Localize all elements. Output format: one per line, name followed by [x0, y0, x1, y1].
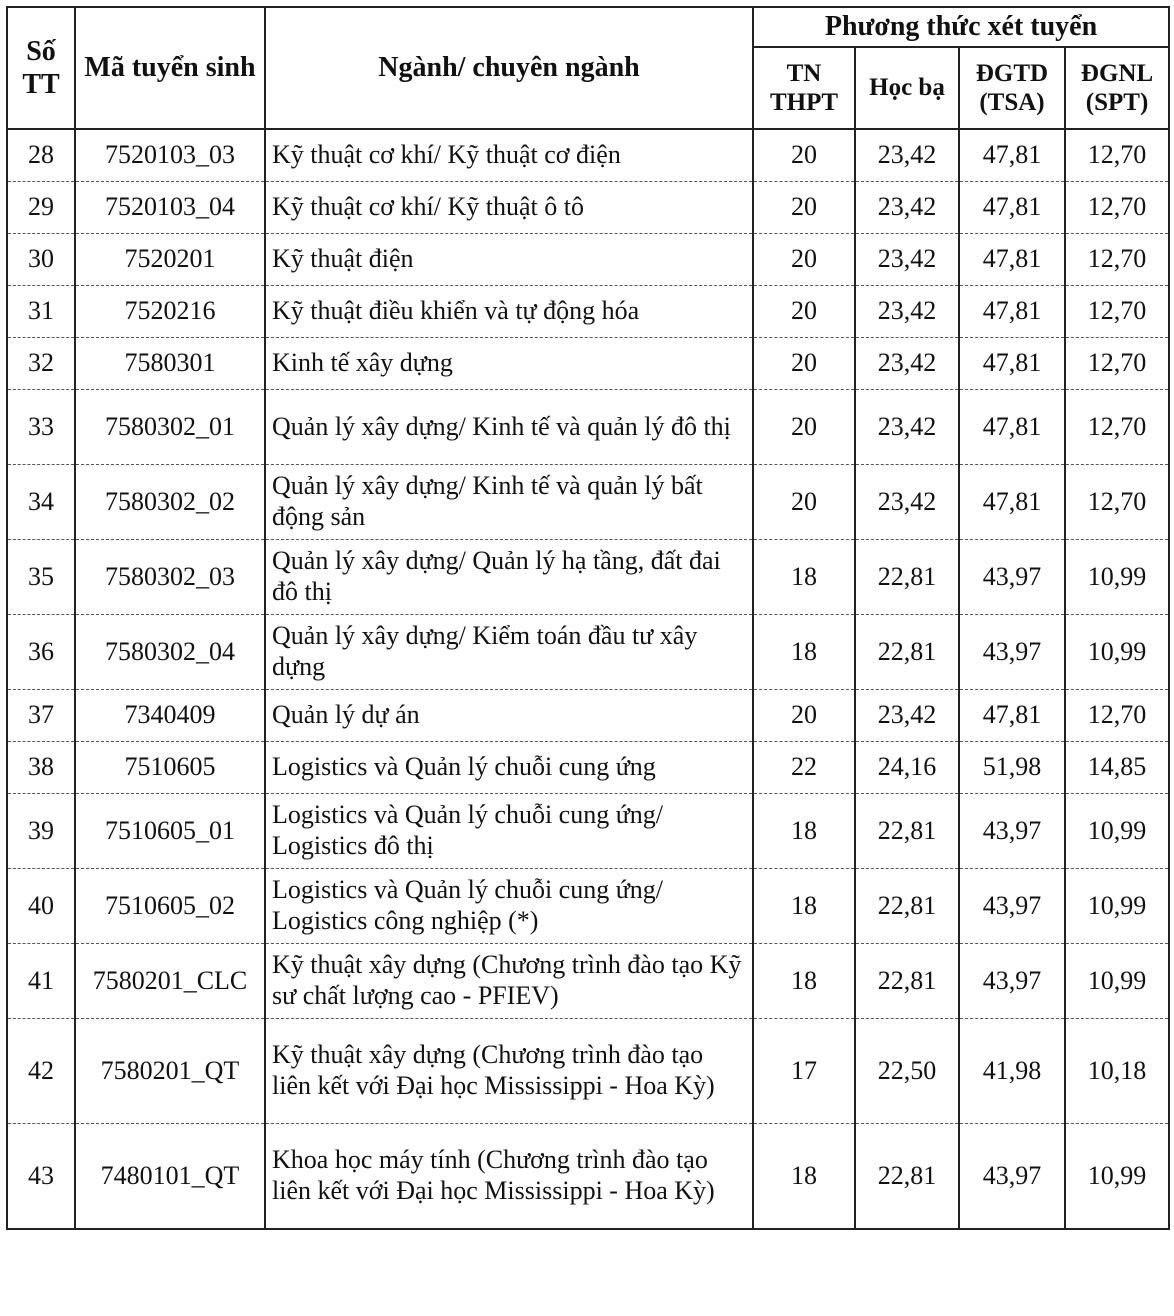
cell-code: 7580201_QT — [75, 1019, 265, 1124]
table-row — [7, 615, 1169, 690]
cell-tn-thpt: 18 — [753, 540, 855, 615]
cell-stt: 34 — [7, 465, 75, 540]
header-method-hoc-ba: Học bạ — [855, 47, 959, 129]
cell-major: Kỹ thuật cơ khí/ Kỹ thuật cơ điện — [265, 129, 753, 182]
cell-major: Quản lý xây dựng/ Quản lý hạ tầng, đất đai đô thị — [265, 540, 753, 615]
cell-code: 7340409 — [75, 690, 265, 742]
cell-stt: 36 — [7, 615, 75, 690]
cell-hoc-ba: 22,81 — [855, 540, 959, 615]
cell-stt: 28 — [7, 129, 75, 182]
cell-tsa: 41,98 — [959, 1019, 1065, 1124]
cell-spt: 10,99 — [1065, 540, 1169, 615]
cell-tsa: 43,97 — [959, 540, 1065, 615]
cell-tn-thpt: 20 — [753, 690, 855, 742]
cell-stt: 35 — [7, 540, 75, 615]
cell-spt: 12,70 — [1065, 182, 1169, 234]
cell-tsa: 43,97 — [959, 794, 1065, 869]
cell-stt: 29 — [7, 182, 75, 234]
cell-tsa: 47,81 — [959, 390, 1065, 465]
cell-stt: 30 — [7, 234, 75, 286]
cell-major: Kinh tế xây dựng — [265, 338, 753, 390]
table-row — [7, 540, 1169, 615]
cell-spt: 12,70 — [1065, 338, 1169, 390]
cell-hoc-ba: 23,42 — [855, 286, 959, 338]
table-row — [7, 286, 1169, 338]
header-method-spt: ĐGNL (SPT) — [1065, 47, 1169, 129]
cell-tsa: 43,97 — [959, 1124, 1065, 1230]
cell-code: 7580302_03 — [75, 540, 265, 615]
cell-hoc-ba: 23,42 — [855, 182, 959, 234]
table-header — [7, 7, 1169, 129]
cell-spt: 10,18 — [1065, 1019, 1169, 1124]
cell-tn-thpt: 18 — [753, 794, 855, 869]
cell-tn-thpt: 20 — [753, 234, 855, 286]
cell-code: 7520216 — [75, 286, 265, 338]
cell-major: Kỹ thuật điện — [265, 234, 753, 286]
table-row — [7, 234, 1169, 286]
cell-hoc-ba: 22,50 — [855, 1019, 959, 1124]
table-row — [7, 338, 1169, 390]
cell-tsa: 47,81 — [959, 182, 1065, 234]
table-row — [7, 944, 1169, 1019]
cell-hoc-ba: 23,42 — [855, 338, 959, 390]
table-row — [7, 1124, 1169, 1230]
cell-stt: 37 — [7, 690, 75, 742]
cell-stt: 42 — [7, 1019, 75, 1124]
cell-code: 7580301 — [75, 338, 265, 390]
cell-stt: 39 — [7, 794, 75, 869]
cell-spt: 10,99 — [1065, 615, 1169, 690]
cell-stt: 40 — [7, 869, 75, 944]
cell-tn-thpt: 20 — [753, 390, 855, 465]
table-row — [7, 182, 1169, 234]
cell-stt: 38 — [7, 742, 75, 794]
cell-tsa: 47,81 — [959, 129, 1065, 182]
cell-spt: 12,70 — [1065, 234, 1169, 286]
cell-hoc-ba: 22,81 — [855, 869, 959, 944]
cell-stt: 32 — [7, 338, 75, 390]
cell-hoc-ba: 23,42 — [855, 129, 959, 182]
cell-spt: 12,70 — [1065, 390, 1169, 465]
cell-hoc-ba: 23,42 — [855, 690, 959, 742]
cell-tsa: 47,81 — [959, 465, 1065, 540]
cell-hoc-ba: 23,42 — [855, 234, 959, 286]
cell-spt: 12,70 — [1065, 286, 1169, 338]
cell-code: 7580302_02 — [75, 465, 265, 540]
cell-code: 7520103_03 — [75, 129, 265, 182]
cell-major: Quản lý xây dựng/ Kinh tế và quản lý đô thị — [265, 390, 753, 465]
cell-spt: 10,99 — [1065, 1124, 1169, 1230]
cell-major: Quản lý xây dựng/ Kiểm toán đầu tư xây dựng — [265, 615, 753, 690]
cell-tn-thpt: 18 — [753, 1124, 855, 1230]
header-code: Mã tuyển sinh — [75, 7, 265, 129]
header-method-tsa: ĐGTD (TSA) — [959, 47, 1065, 129]
cell-major: Logistics và Quản lý chuỗi cung ứng/ Logistics đô thị — [265, 794, 753, 869]
cell-tn-thpt: 20 — [753, 182, 855, 234]
cell-code: 7580302_04 — [75, 615, 265, 690]
cell-code: 7580302_01 — [75, 390, 265, 465]
cell-code: 7480101_QT — [75, 1124, 265, 1230]
cell-hoc-ba: 23,42 — [855, 390, 959, 465]
cell-hoc-ba: 23,42 — [855, 465, 959, 540]
document-page — [6, 6, 1168, 1230]
table-row — [7, 690, 1169, 742]
cell-major: Kỹ thuật xây dựng (Chương trình đào tạo Kỹ sư chất lượng cao - PFIEV) — [265, 944, 753, 1019]
table-row — [7, 742, 1169, 794]
cell-tsa: 51,98 — [959, 742, 1065, 794]
cell-stt: 41 — [7, 944, 75, 1019]
cell-tn-thpt: 18 — [753, 869, 855, 944]
table-row — [7, 794, 1169, 869]
cell-major: Logistics và Quản lý chuỗi cung ứng/ Logistics công nghiệp (*) — [265, 869, 753, 944]
cell-tn-thpt: 22 — [753, 742, 855, 794]
cell-spt: 14,85 — [1065, 742, 1169, 794]
cell-code: 7520103_04 — [75, 182, 265, 234]
cell-tsa: 47,81 — [959, 338, 1065, 390]
cell-major: Quản lý dự án — [265, 690, 753, 742]
table-row — [7, 1019, 1169, 1124]
cell-major: Kỹ thuật điều khiển và tự động hóa — [265, 286, 753, 338]
cell-spt: 12,70 — [1065, 465, 1169, 540]
table-row — [7, 129, 1169, 182]
cell-tn-thpt: 18 — [753, 615, 855, 690]
admission-score-table — [6, 6, 1170, 1230]
cell-major: Logistics và Quản lý chuỗi cung ứng — [265, 742, 753, 794]
cell-tn-thpt: 18 — [753, 944, 855, 1019]
cell-tsa: 47,81 — [959, 286, 1065, 338]
cell-stt: 33 — [7, 390, 75, 465]
header-method-tn-thpt: TN THPT — [753, 47, 855, 129]
cell-hoc-ba: 22,81 — [855, 944, 959, 1019]
cell-tn-thpt: 17 — [753, 1019, 855, 1124]
cell-stt: 43 — [7, 1124, 75, 1230]
cell-tn-thpt: 20 — [753, 465, 855, 540]
cell-code: 7520201 — [75, 234, 265, 286]
cell-major: Quản lý xây dựng/ Kinh tế và quản lý bất động sản — [265, 465, 753, 540]
cell-tn-thpt: 20 — [753, 338, 855, 390]
cell-code: 7510605 — [75, 742, 265, 794]
cell-spt: 10,99 — [1065, 944, 1169, 1019]
cell-tsa: 43,97 — [959, 944, 1065, 1019]
cell-spt: 12,70 — [1065, 690, 1169, 742]
cell-tn-thpt: 20 — [753, 286, 855, 338]
cell-major: Kỹ thuật cơ khí/ Kỹ thuật ô tô — [265, 182, 753, 234]
table-body — [7, 129, 1169, 1229]
cell-hoc-ba: 22,81 — [855, 1124, 959, 1230]
cell-tsa: 47,81 — [959, 234, 1065, 286]
cell-code: 7510605_01 — [75, 794, 265, 869]
table-row — [7, 869, 1169, 944]
cell-major: Khoa học máy tính (Chương trình đào tạo liên kết với Đại học Mississippi - Hoa Kỳ) — [265, 1124, 753, 1230]
cell-code: 7510605_02 — [75, 869, 265, 944]
cell-tsa: 43,97 — [959, 615, 1065, 690]
table-row — [7, 465, 1169, 540]
cell-major: Kỹ thuật xây dựng (Chương trình đào tạo liên kết với Đại học Mississippi - Hoa Kỳ) — [265, 1019, 753, 1124]
cell-tn-thpt: 20 — [753, 129, 855, 182]
cell-tsa: 43,97 — [959, 869, 1065, 944]
cell-code: 7580201_CLC — [75, 944, 265, 1019]
header-method-group: Phương thức xét tuyển — [753, 7, 1169, 47]
cell-hoc-ba: 22,81 — [855, 615, 959, 690]
table-row — [7, 390, 1169, 465]
header-major: Ngành/ chuyên ngành — [265, 7, 753, 129]
cell-tsa: 47,81 — [959, 690, 1065, 742]
cell-spt: 12,70 — [1065, 129, 1169, 182]
cell-spt: 10,99 — [1065, 869, 1169, 944]
cell-spt: 10,99 — [1065, 794, 1169, 869]
cell-stt: 31 — [7, 286, 75, 338]
cell-hoc-ba: 22,81 — [855, 794, 959, 869]
cell-hoc-ba: 24,16 — [855, 742, 959, 794]
header-stt: Số TT — [7, 7, 75, 129]
